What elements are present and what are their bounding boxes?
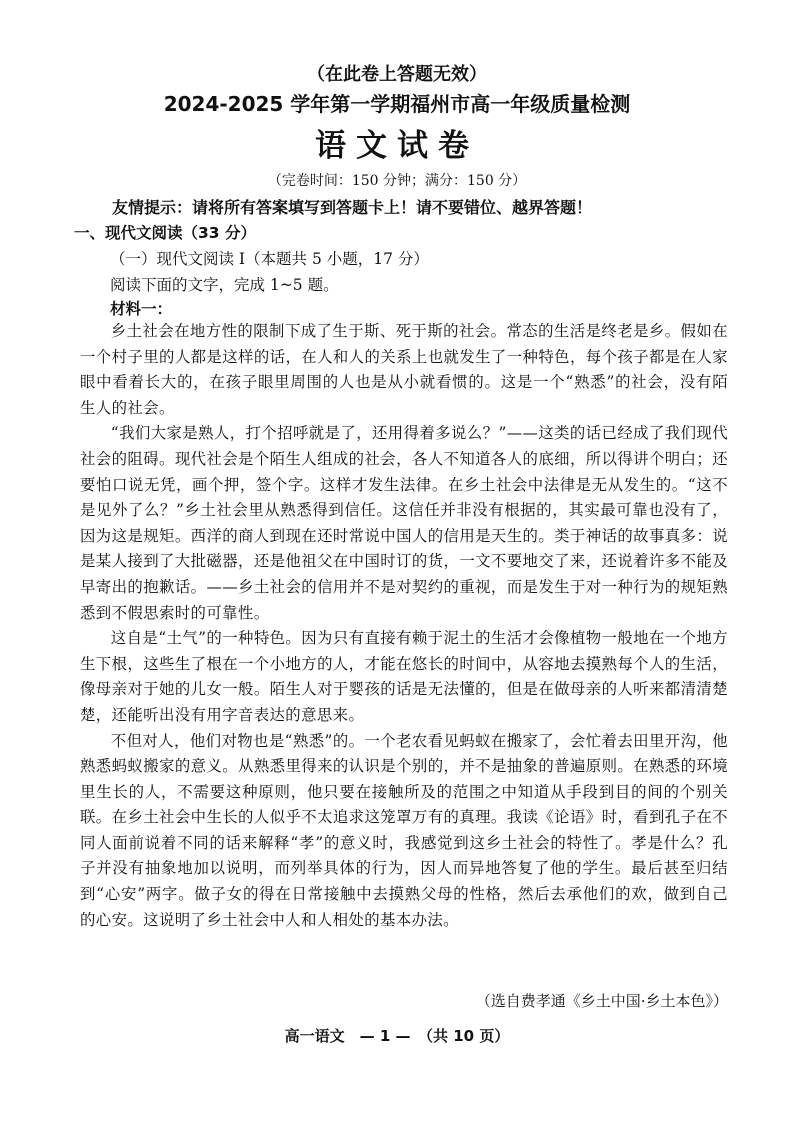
passage-paragraph: 这自是“土气”的一种特色。因为只有直接有赖于泥土的生活才会像植物一般地在一个地方生下根，这些生了根在一个小地方的人，才能在悠长的时间中，从容地去摸熟每个人的生活，像母亲对于她的儿女一般。陌生人对于婴孩的话是无法懂的，但是在做母亲的人听来都清清楚楚，还能听出没有用字音表达的意思来。 (80, 629, 728, 724)
page-footer: 高一语文 — 1 — （共 10 页） (284, 1027, 510, 1045)
passage-paragraph: 乡土社会在地方性的限制下成了生于斯、死于斯的社会。常态的生活是终老是乡。假如在一个村子里的人都是这样的话，在人和人的关系上也就发生了一种特色，每个孩子都是在人家眼中看着长大的，在孩子眼里周围的人也是从小就看惯的。这是一个“熟悉”的社会，没有陌生人的社会。 (80, 322, 728, 417)
exam-meta: （完卷时间：150 分钟；满分：150 分） (267, 173, 527, 189)
subject-title: 语文试卷 (315, 128, 479, 164)
material-label: 材料一： (110, 300, 173, 318)
passage-source: （选自费孝通《乡土中国·乡土本色》） (475, 992, 728, 1010)
passage-paragraph: 不但对人，他们对物也是“熟悉”的。一个老农看见蚂蚁在搬家了，会忙着去田里开沟，他熟悉蚂蚁搬家的意义。从熟悉里得来的认识是个别的，并不是抽象的普遍原则。在熟悉的环境里生长的人，不需要这种原则，他只要在接触所及的范围之中知道从手段到目的间的个别关联。在乡土社会中生长的人似乎不太追求这笼罩万有的真理。我读《论语》时，看到孔子在不同人面前说着不同的话来解释“孝”的意义时，我感觉到这乡土社会的特性了。孝是什么？孔子并没有抽象地加以说明，而列举具体的行为，因人而异地答复了他的学生。最后甚至归结到“心安”两字。做子女的得在日常接触中去摸熟父母的性格，然后去承他们的欢，做到自己的心安。这说明了乡土社会中人和人相处的基本办法。 (80, 731, 728, 929)
section-title: 一、现代文阅读（33 分） (74, 224, 256, 242)
invalid-answer-notice: （在此卷上答题无效） (307, 64, 487, 85)
exam-title: 2024-2025 学年第一学期福州市高一年级质量检测 (163, 92, 631, 116)
part-title: （一）现代文阅读 I（本题共 5 小题，17 分） (110, 250, 429, 268)
passage-paragraph: “我们大家是熟人，打个招呼就是了，还用得着多说么？”——这类的话已经成了我们现代社会的阻碍。现代社会是个陌生人组成的社会，各人不知道各人的底细，所以得讲个明白；还要怕口说无凭，画个押，签个字。这样才发生法律。在乡土社会中法律是无从发生的。“这不是见外了么？”乡土社会里从熟悉得到信任。这信任并非没有根据的，其实最可靠也没有了，因为这是规矩。西洋的商人到现在还时常说中国人的信用是天生的。类于神话的故事真多：说是某人接到了大批磁器，还是他祖父在中国时订的货，一文不要地交了来，还说着许多不能及早寄出的抱歉话。——乡土社会的信用并不是对契约的重视，而是发生于对一种行为的规矩熟悉到不假思索时的可靠性。 (80, 424, 728, 622)
reading-instruction: 阅读下面的文字，完成 1~5 题。 (110, 276, 339, 294)
reading-passage (80, 319, 728, 933)
friendly-tip: 友情提示：请将所有答案填写到答题卡上！请不要错位、越界答题！ (112, 198, 593, 217)
